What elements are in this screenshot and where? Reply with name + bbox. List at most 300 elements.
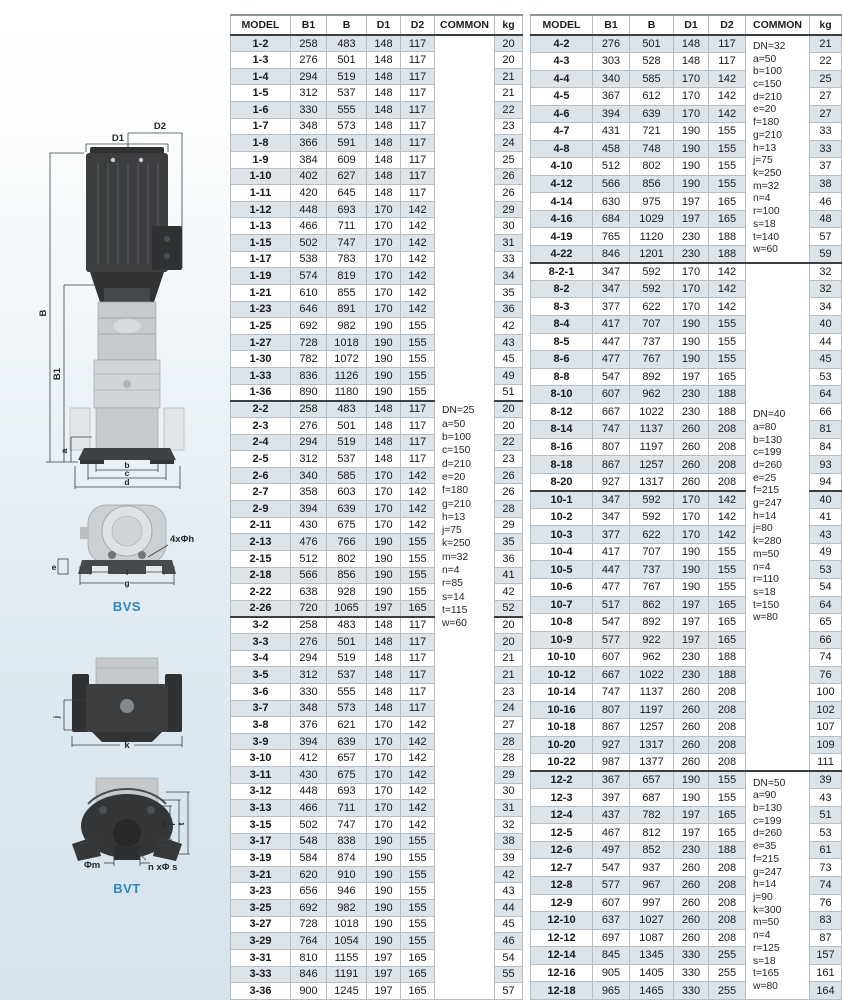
dimension-cell: 1245 xyxy=(327,983,367,1000)
dimension-cell: 142 xyxy=(401,268,435,285)
dimension-cell: 819 xyxy=(327,268,367,285)
dimension-cell: 142 xyxy=(709,280,746,298)
model-cell: 3-33 xyxy=(231,966,291,983)
dimension-cell: 148 xyxy=(367,650,401,667)
weight-cell: 45 xyxy=(495,351,523,368)
dimension-cell: 946 xyxy=(327,883,367,900)
dimension-cell: 646 xyxy=(291,301,327,318)
dimension-cell: 656 xyxy=(291,883,327,900)
weight-cell: 46 xyxy=(495,933,523,950)
dimension-cell: 170 xyxy=(367,235,401,252)
dimension-cell: 905 xyxy=(593,964,630,982)
dimension-cell: 190 xyxy=(367,534,401,551)
dimension-cell: 190 xyxy=(674,175,709,193)
table-row xyxy=(231,35,523,52)
weight-cell: 31 xyxy=(495,235,523,252)
model-cell: 10-2 xyxy=(531,508,593,526)
dimension-cell: 367 xyxy=(593,771,630,789)
weight-cell: 73 xyxy=(810,859,842,877)
model-cell: 4-14 xyxy=(531,193,593,211)
dimension-cell: 312 xyxy=(291,85,327,102)
common-dimension-line: b=100 xyxy=(753,66,782,78)
dimension-cell: 802 xyxy=(327,550,367,567)
weight-cell: 42 xyxy=(495,584,523,601)
dimension-cell: 573 xyxy=(327,700,367,717)
dimension-cell: 294 xyxy=(291,434,327,451)
model-cell: 12-14 xyxy=(531,947,593,965)
weight-cell: 87 xyxy=(810,929,842,947)
dimension-cell: 260 xyxy=(674,877,709,895)
model-cell: 10-10 xyxy=(531,649,593,667)
model-cell: 2-13 xyxy=(231,534,291,551)
dimension-cell: 197 xyxy=(674,806,709,824)
weight-cell: 21 xyxy=(495,68,523,85)
column-header: kg xyxy=(495,15,523,35)
weight-cell: 54 xyxy=(495,949,523,966)
weight-cell: 83 xyxy=(810,912,842,930)
dim-label-f: f xyxy=(125,567,129,577)
dimension-cell: 190 xyxy=(367,567,401,584)
dimension-cell: 208 xyxy=(709,859,746,877)
model-cell: 12-2 xyxy=(531,771,593,789)
dimension-cell: 170 xyxy=(674,526,709,544)
dimension-cell: 890 xyxy=(291,384,327,401)
model-cell: 12-8 xyxy=(531,877,593,895)
dimension-cell: 230 xyxy=(674,649,709,667)
dimension-cell: 155 xyxy=(709,140,746,158)
table-row xyxy=(531,35,842,53)
dimension-cell: 148 xyxy=(367,667,401,684)
common-dimension-line: c=150 xyxy=(753,79,782,91)
dimension-cell: 477 xyxy=(593,578,630,596)
dimension-cell: 566 xyxy=(291,567,327,584)
common-dimension-line: DN=25 xyxy=(442,405,475,417)
dimension-cell: 394 xyxy=(291,733,327,750)
weight-cell: 66 xyxy=(810,403,842,421)
model-cell: 10-6 xyxy=(531,578,593,596)
dimension-cell: 294 xyxy=(291,650,327,667)
dimension-cell: 555 xyxy=(327,683,367,700)
dimension-cell: 155 xyxy=(401,933,435,950)
column-header: D2 xyxy=(709,15,746,35)
dimension-cell: 258 xyxy=(291,401,327,418)
dimension-cell: 260 xyxy=(674,701,709,719)
model-cell: 1-8 xyxy=(231,135,291,152)
dimension-cell: 142 xyxy=(401,800,435,817)
dimension-cell: 1054 xyxy=(327,933,367,950)
model-cell: 2-22 xyxy=(231,584,291,601)
dimension-cell: 148 xyxy=(367,185,401,202)
dimension-cell: 747 xyxy=(327,235,367,252)
dimension-cell: 165 xyxy=(709,806,746,824)
dimension-cell: 430 xyxy=(291,767,327,784)
dimension-cell: 155 xyxy=(401,584,435,601)
common-dimension-line: n=4 xyxy=(753,561,771,573)
dimension-cell: 117 xyxy=(401,634,435,651)
weight-cell: 20 xyxy=(495,401,523,418)
model-cell: 1-2 xyxy=(231,35,291,52)
dimensions-table-right xyxy=(530,14,842,1000)
weight-cell: 44 xyxy=(810,333,842,351)
model-cell: 1-9 xyxy=(231,151,291,168)
dimension-cell: 230 xyxy=(674,666,709,684)
weight-cell: 24 xyxy=(495,135,523,152)
weight-cell: 33 xyxy=(495,251,523,268)
dimension-cell: 117 xyxy=(709,35,746,53)
dimension-cell: 117 xyxy=(401,68,435,85)
dimension-cell: 117 xyxy=(709,53,746,71)
dimension-cell: 766 xyxy=(327,534,367,551)
weight-cell: 30 xyxy=(495,783,523,800)
dimension-cell: 347 xyxy=(593,263,630,281)
dimension-cell: 258 xyxy=(291,617,327,634)
dimension-cell: 170 xyxy=(367,783,401,800)
common-dimensions-cell xyxy=(746,263,810,771)
weight-cell: 33 xyxy=(810,140,842,158)
pump-front-figure xyxy=(38,121,184,489)
dimension-cell: 667 xyxy=(593,403,630,421)
dimension-cell: 155 xyxy=(401,550,435,567)
dimension-cell: 1137 xyxy=(630,684,674,702)
dimension-cell: 208 xyxy=(709,421,746,439)
dimension-cell: 165 xyxy=(709,824,746,842)
common-dimension-line: w=60 xyxy=(753,244,778,256)
dimension-cell: 483 xyxy=(327,401,367,418)
dimension-cell: 591 xyxy=(327,135,367,152)
common-dimension-line: f=215 xyxy=(753,485,780,497)
dimension-cell: 621 xyxy=(327,717,367,734)
weight-cell: 100 xyxy=(810,684,842,702)
common-dimension-line: t=165 xyxy=(753,968,780,980)
dimension-cell: 190 xyxy=(674,578,709,596)
dimension-cell: 687 xyxy=(630,789,674,807)
dimension-cell: 170 xyxy=(674,70,709,88)
dimension-cell: 142 xyxy=(401,467,435,484)
weight-cell: 27 xyxy=(810,105,842,123)
dimension-cell: 502 xyxy=(291,235,327,252)
dimension-cell: 142 xyxy=(401,783,435,800)
common-dimension-line: r=125 xyxy=(753,942,780,954)
model-cell: 4-2 xyxy=(531,35,593,53)
model-cell: 3-9 xyxy=(231,733,291,750)
dimension-cell: 117 xyxy=(401,52,435,69)
dimension-cell: 856 xyxy=(327,567,367,584)
dimension-cell: 165 xyxy=(709,193,746,211)
dimension-cell: 927 xyxy=(593,473,630,491)
dimension-cell: 417 xyxy=(593,543,630,561)
dimension-cell: 476 xyxy=(291,534,327,551)
dimension-cell: 577 xyxy=(593,877,630,895)
common-dimension-line: c=199 xyxy=(753,815,782,827)
dimension-cell: 117 xyxy=(401,151,435,168)
dimension-cell: 358 xyxy=(291,484,327,501)
dimension-cell: 208 xyxy=(709,719,746,737)
common-dimension-line: e=35 xyxy=(753,841,777,853)
dimension-cell: 1197 xyxy=(630,701,674,719)
model-cell: 8-3 xyxy=(531,298,593,316)
model-cell: 10-3 xyxy=(531,526,593,544)
model-cell: 3-5 xyxy=(231,667,291,684)
weight-cell: 35 xyxy=(495,534,523,551)
dimension-cell: 208 xyxy=(709,894,746,912)
dimension-cell: 477 xyxy=(593,351,630,369)
weight-cell: 26 xyxy=(495,168,523,185)
model-cell: 10-5 xyxy=(531,561,593,579)
common-dimension-line: a=50 xyxy=(442,418,466,430)
dimension-cell: 1465 xyxy=(630,982,674,1000)
dimension-cell: 170 xyxy=(674,263,709,281)
dimension-cell: 448 xyxy=(291,783,327,800)
dimension-cell: 566 xyxy=(593,175,630,193)
bolt-hole-label-bvs: 4xΦh xyxy=(170,534,195,545)
dimension-cell: 862 xyxy=(630,596,674,614)
dimension-cell: 937 xyxy=(630,859,674,877)
common-dimension-line: d=260 xyxy=(753,459,782,471)
common-dimension-line: c=199 xyxy=(753,447,782,459)
dimension-cell: 707 xyxy=(630,543,674,561)
dimension-cell: 910 xyxy=(327,866,367,883)
dimension-cell: 197 xyxy=(367,600,401,617)
dimension-cell: 1022 xyxy=(630,403,674,421)
dimension-cell: 1029 xyxy=(630,210,674,228)
dimension-cell: 208 xyxy=(709,701,746,719)
weight-cell: 94 xyxy=(810,473,842,491)
model-cell: 1-6 xyxy=(231,102,291,119)
dimension-cell: 142 xyxy=(401,284,435,301)
weight-cell: 45 xyxy=(495,916,523,933)
common-dimension-line: a=50 xyxy=(753,53,777,65)
column-header: B xyxy=(630,15,674,35)
common-dimension-line: b=100 xyxy=(442,432,471,444)
dimension-cell: 148 xyxy=(367,151,401,168)
dimension-cell: 255 xyxy=(709,964,746,982)
model-cell: 1-4 xyxy=(231,68,291,85)
dimension-cell: 1027 xyxy=(630,912,674,930)
dimension-cell: 394 xyxy=(291,501,327,518)
dimension-cell: 592 xyxy=(630,508,674,526)
dimension-cell: 170 xyxy=(367,251,401,268)
weight-cell: 54 xyxy=(810,578,842,596)
dimension-cell: 447 xyxy=(593,561,630,579)
weight-cell: 40 xyxy=(810,491,842,509)
weight-cell: 22 xyxy=(810,53,842,71)
dimension-cell: 208 xyxy=(709,473,746,491)
weight-cell: 20 xyxy=(495,35,523,52)
dimension-cell: 197 xyxy=(367,983,401,1000)
dimension-cell: 142 xyxy=(401,733,435,750)
common-dimensions-cell xyxy=(746,35,810,263)
weight-cell: 37 xyxy=(810,158,842,176)
dimension-cell: 155 xyxy=(401,567,435,584)
column-header: B1 xyxy=(593,15,630,35)
common-dimension-line: h=14 xyxy=(753,510,777,522)
weight-cell: 21 xyxy=(495,650,523,667)
dimension-cell: 155 xyxy=(401,384,435,401)
dimension-cell: 1065 xyxy=(327,600,367,617)
common-dimension-line: r=85 xyxy=(442,578,463,590)
model-cell: 1-3 xyxy=(231,52,291,69)
dimension-cell: 547 xyxy=(593,614,630,632)
dimension-cell: 230 xyxy=(674,841,709,859)
dimension-cell: 190 xyxy=(367,866,401,883)
dimension-cell: 117 xyxy=(401,135,435,152)
weight-cell: 43 xyxy=(495,334,523,351)
dimension-cell: 208 xyxy=(709,684,746,702)
dimension-cell: 155 xyxy=(709,771,746,789)
weight-cell: 23 xyxy=(495,683,523,700)
dimension-cell: 585 xyxy=(630,70,674,88)
dimension-cell: 260 xyxy=(674,438,709,456)
dimension-cell: 340 xyxy=(291,467,327,484)
weight-cell: 40 xyxy=(810,316,842,334)
dimension-cell: 537 xyxy=(327,667,367,684)
model-cell: 3-2 xyxy=(231,617,291,634)
dimension-cell: 1257 xyxy=(630,719,674,737)
dimension-cell: 537 xyxy=(327,451,367,468)
dimension-cell: 1018 xyxy=(327,916,367,933)
dimension-cell: 767 xyxy=(630,351,674,369)
common-dimension-line: r=100 xyxy=(753,206,780,218)
dimension-cell: 874 xyxy=(327,850,367,867)
dimension-cell: 170 xyxy=(367,750,401,767)
model-cell: 2-7 xyxy=(231,484,291,501)
weight-cell: 27 xyxy=(810,88,842,106)
model-cell: 8-18 xyxy=(531,456,593,474)
junction-box xyxy=(152,226,182,270)
dimension-cell: 142 xyxy=(401,201,435,218)
weight-cell: 27 xyxy=(495,717,523,734)
dimension-cell: 230 xyxy=(674,403,709,421)
dimension-cell: 612 xyxy=(630,88,674,106)
dimension-cell: 1317 xyxy=(630,736,674,754)
common-dimension-line: m=32 xyxy=(442,551,469,563)
weight-cell: 49 xyxy=(495,368,523,385)
weight-cell: 45 xyxy=(810,351,842,369)
dimension-cell: 142 xyxy=(401,767,435,784)
dim-label-c: c xyxy=(124,468,130,478)
dimension-cell: 165 xyxy=(709,210,746,228)
model-cell: 1-17 xyxy=(231,251,291,268)
model-cell: 1-19 xyxy=(231,268,291,285)
weight-cell: 51 xyxy=(810,806,842,824)
dimension-cell: 737 xyxy=(630,561,674,579)
dimension-cell: 117 xyxy=(401,417,435,434)
dimension-cell: 1018 xyxy=(327,334,367,351)
dimension-cell: 155 xyxy=(709,158,746,176)
common-dimension-line: r=110 xyxy=(753,574,779,586)
weight-cell: 64 xyxy=(810,596,842,614)
dimension-cell: 607 xyxy=(593,649,630,667)
model-cell: 12-9 xyxy=(531,894,593,912)
dimension-cell: 170 xyxy=(367,733,401,750)
dimension-cell: 190 xyxy=(367,850,401,867)
model-cell: 12-16 xyxy=(531,964,593,982)
dimension-cell: 142 xyxy=(709,508,746,526)
dimension-cell: 197 xyxy=(674,614,709,632)
model-cell: 4-6 xyxy=(531,105,593,123)
dimension-cell: 466 xyxy=(291,800,327,817)
common-dimension-line: f=180 xyxy=(753,117,780,129)
dimension-cell: 148 xyxy=(367,401,401,418)
dimension-cell: 836 xyxy=(291,368,327,385)
dimension-cell: 867 xyxy=(593,719,630,737)
weight-cell: 29 xyxy=(495,201,523,218)
model-cell: 3-13 xyxy=(231,800,291,817)
model-cell: 3-21 xyxy=(231,866,291,883)
common-dimension-line: m=32 xyxy=(753,180,780,192)
dimension-cell: 927 xyxy=(593,736,630,754)
common-dimension-line: b=130 xyxy=(753,803,782,815)
weight-cell: 20 xyxy=(495,617,523,634)
dim-label-b-total: B xyxy=(38,309,49,317)
dimension-cell: 142 xyxy=(401,750,435,767)
dimension-cell: 188 xyxy=(709,386,746,404)
dimension-cell: 165 xyxy=(401,966,435,983)
common-dimension-line: t=140 xyxy=(753,231,780,243)
dimension-cell: 260 xyxy=(674,894,709,912)
dimension-cell: 592 xyxy=(630,263,674,281)
model-cell: 1-36 xyxy=(231,384,291,401)
dimension-cell: 501 xyxy=(327,52,367,69)
model-cell: 1-5 xyxy=(231,85,291,102)
dimension-cell: 190 xyxy=(674,333,709,351)
dimension-cell: 208 xyxy=(709,438,746,456)
dimension-cell: 170 xyxy=(367,301,401,318)
weight-cell: 43 xyxy=(810,526,842,544)
dimension-cell: 155 xyxy=(709,561,746,579)
weight-cell: 38 xyxy=(810,175,842,193)
dimension-cell: 155 xyxy=(401,334,435,351)
dimension-cell: 170 xyxy=(367,268,401,285)
dimension-cell: 667 xyxy=(593,666,630,684)
column-header: D1 xyxy=(674,15,709,35)
weight-cell: 29 xyxy=(495,767,523,784)
dimension-cell: 190 xyxy=(674,140,709,158)
common-dimension-line: j=90 xyxy=(753,892,773,903)
model-cell: 4-4 xyxy=(531,70,593,88)
dimension-cell: 155 xyxy=(401,900,435,917)
dimension-cell: 548 xyxy=(291,833,327,850)
dimension-cell: 577 xyxy=(593,631,630,649)
model-cell: 8-14 xyxy=(531,421,593,439)
model-cell: 4-10 xyxy=(531,158,593,176)
dim-label-a: a xyxy=(59,448,69,454)
dimension-cell: 892 xyxy=(630,368,674,386)
dim-label-w: w xyxy=(158,820,168,828)
dimension-cell: 420 xyxy=(291,185,327,202)
model-cell: 2-9 xyxy=(231,501,291,518)
weight-cell: 26 xyxy=(495,467,523,484)
model-cell: 10-16 xyxy=(531,701,593,719)
dimension-cell: 142 xyxy=(401,717,435,734)
dimensions-table-left xyxy=(230,14,523,1000)
dimension-cell: 1087 xyxy=(630,929,674,947)
weight-cell: 20 xyxy=(495,52,523,69)
dimension-cell: 170 xyxy=(367,717,401,734)
dimension-cell: 197 xyxy=(674,368,709,386)
dimension-cell: 117 xyxy=(401,35,435,52)
dimension-cell: 412 xyxy=(291,750,327,767)
dimension-cell: 142 xyxy=(401,235,435,252)
dimension-cell: 117 xyxy=(401,451,435,468)
dimension-cell: 155 xyxy=(401,351,435,368)
dimension-cell: 117 xyxy=(401,401,435,418)
dimension-cell: 142 xyxy=(709,88,746,106)
dimension-cell: 260 xyxy=(674,736,709,754)
dimension-cell: 190 xyxy=(674,561,709,579)
dimension-cell: 197 xyxy=(674,193,709,211)
dimension-cell: 377 xyxy=(593,526,630,544)
